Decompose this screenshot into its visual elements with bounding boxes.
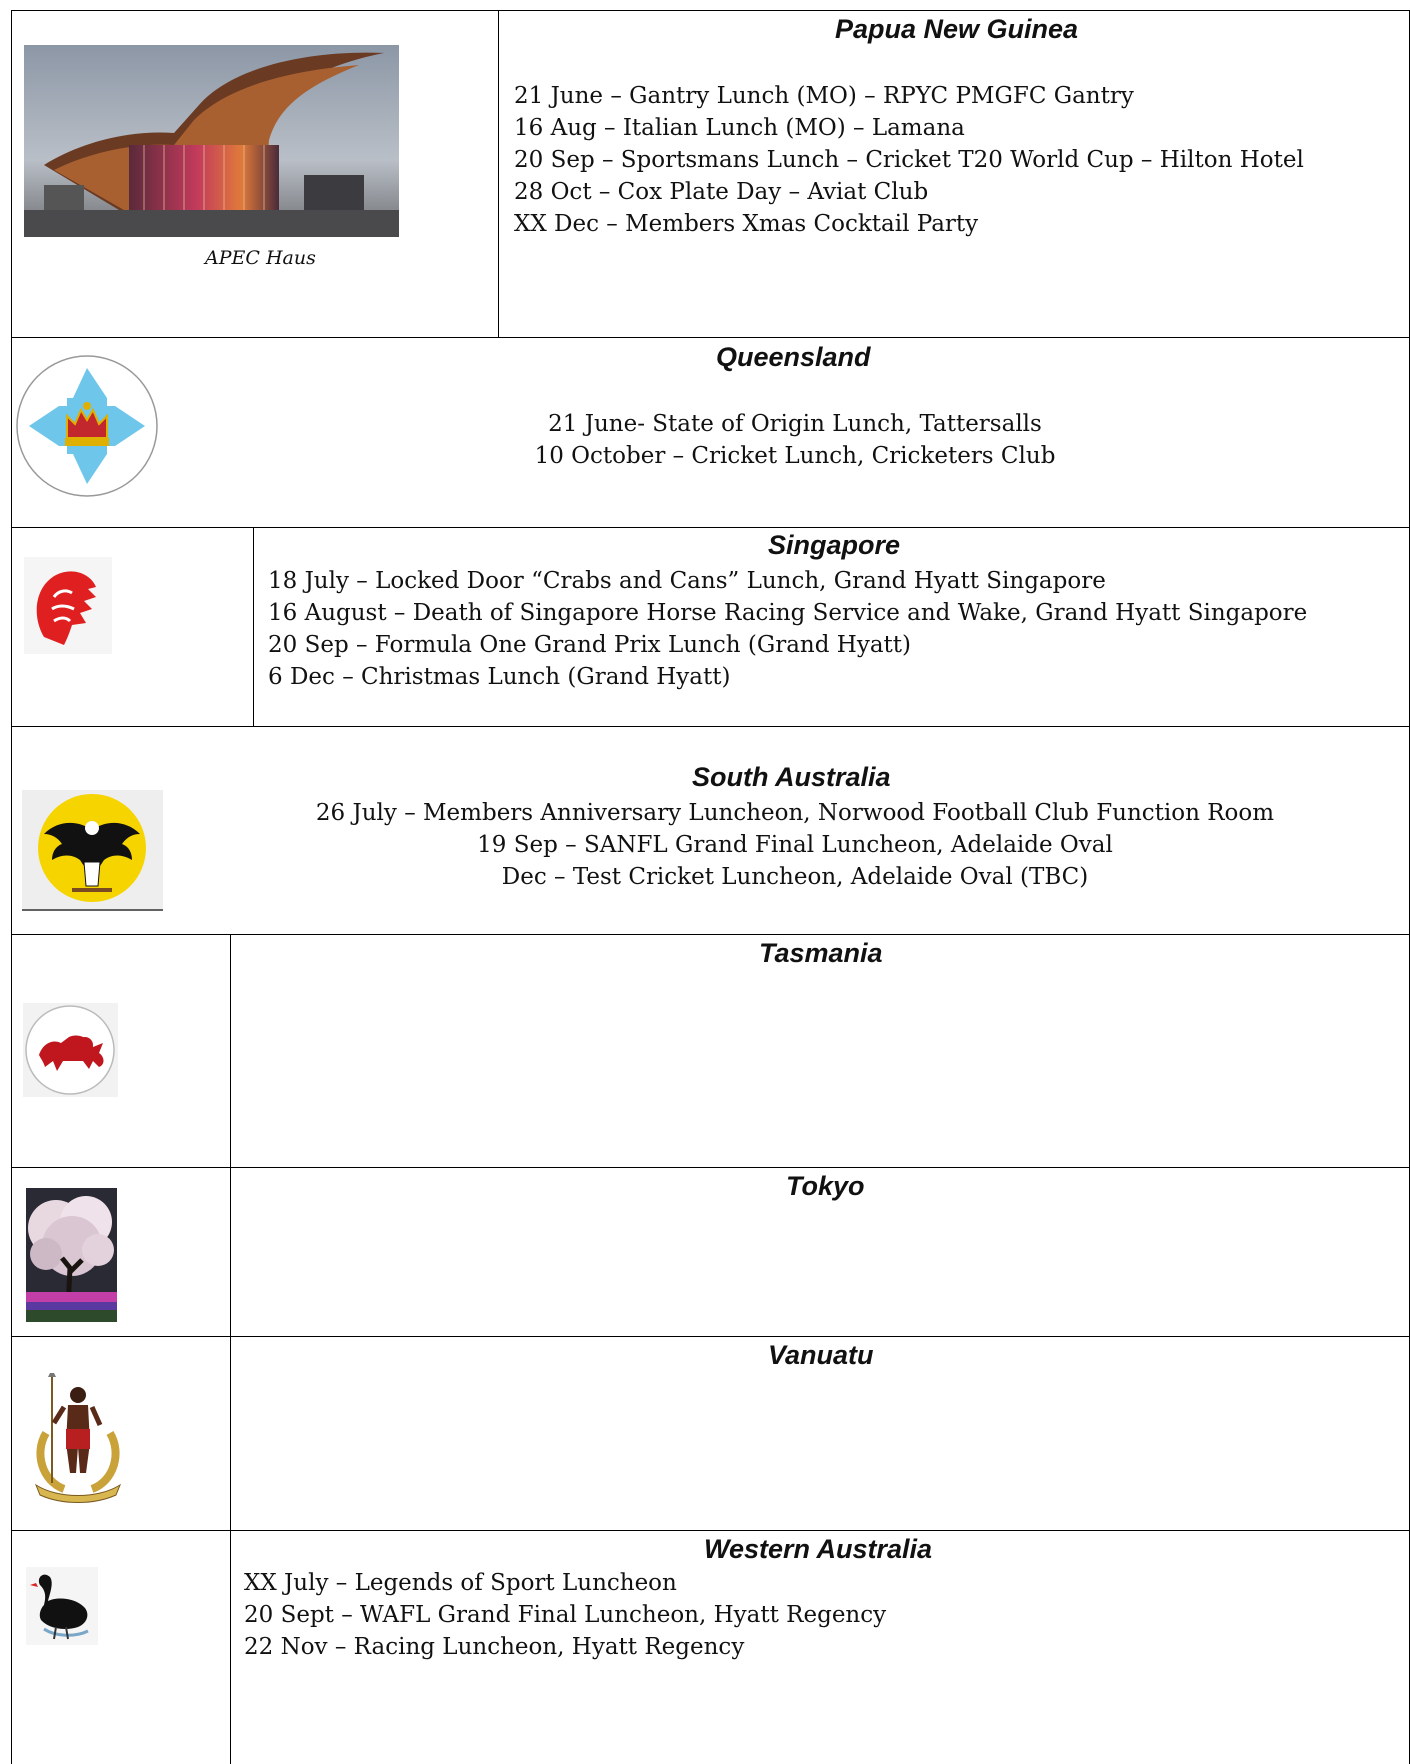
section-title: South Australia: [692, 762, 891, 792]
event-list: [244, 1567, 886, 1663]
cherry-blossom-tree-photo: [26, 1188, 117, 1322]
section-title: Queensland: [716, 342, 871, 372]
section-title: Tasmania: [759, 938, 883, 968]
section-title: Tokyo: [786, 1171, 865, 1201]
tasmanian-lion-icon: [23, 1003, 118, 1097]
queensland-emblem-icon: [13, 354, 161, 498]
section-title: Western Australia: [704, 1534, 933, 1564]
event-item: 22 Nov – Racing Luncheon, Hyatt Regency: [244, 1634, 745, 1660]
event-item: 20 Sept – WAFL Grand Final Luncheon, Hyatt Regency: [244, 1602, 887, 1628]
event-item: 6 Dec – Christmas Lunch (Grand Hyatt): [268, 664, 731, 690]
event-item: 16 August – Death of Singapore Horse Racing Service and Wake, Grand Hyatt Singapore: [268, 600, 1308, 626]
event-item: XX Dec – Members Xmas Cocktail Party: [514, 211, 979, 237]
event-item: 26 July – Members Anniversary Luncheon, Norwood Football Club Function Room: [315, 800, 1275, 826]
event-item: 19 Sep – SANFL Grand Final Luncheon, Adelaide Oval: [477, 832, 1113, 858]
event-item: 18 July – Locked Door “Crabs and Cans” Lunch, Grand Hyatt Singapore: [268, 568, 1106, 594]
singapore-lion-head-icon: [24, 557, 112, 654]
event-list: [500, 408, 1090, 472]
section-title: Singapore: [768, 530, 901, 560]
event-item: Dec – Test Cricket Luncheon, Adelaide Oval (TBC): [501, 864, 1089, 890]
vanuatu-coat-of-arms-icon: [28, 1373, 128, 1503]
event-item: 21 June – Gantry Lunch (MO) – RPYC PMGFC Gantry: [514, 83, 1134, 109]
event-item: 21 June- State of Origin Lunch, Tattersalls: [548, 411, 1042, 437]
image-caption: APEC Haus: [205, 247, 316, 269]
event-item: XX July – Legends of Sport Luncheon: [244, 1570, 677, 1596]
event-list: [514, 80, 1304, 240]
event-item: 16 Aug – Italian Lunch (MO) – Lamana: [514, 115, 965, 141]
section-title: Vanuatu: [768, 1340, 874, 1370]
apec-haus-photo: [24, 45, 399, 237]
black-swan-icon: [26, 1567, 98, 1645]
event-item: 20 Sep – Sportsmans Lunch – Cricket T20 World Cup – Hilton Hotel: [514, 147, 1304, 173]
piping-shrike-emblem-icon: [22, 790, 163, 911]
section-title: Papua New Guinea: [835, 14, 1079, 44]
event-item: 10 October – Cricket Lunch, Cricketers Club: [534, 443, 1056, 469]
event-item: 28 Oct – Cox Plate Day – Aviat Club: [514, 179, 929, 205]
event-list: [268, 565, 1307, 693]
event-item: 20 Sep – Formula One Grand Prix Lunch (Grand Hyatt): [268, 632, 911, 658]
event-list: [270, 797, 1320, 893]
